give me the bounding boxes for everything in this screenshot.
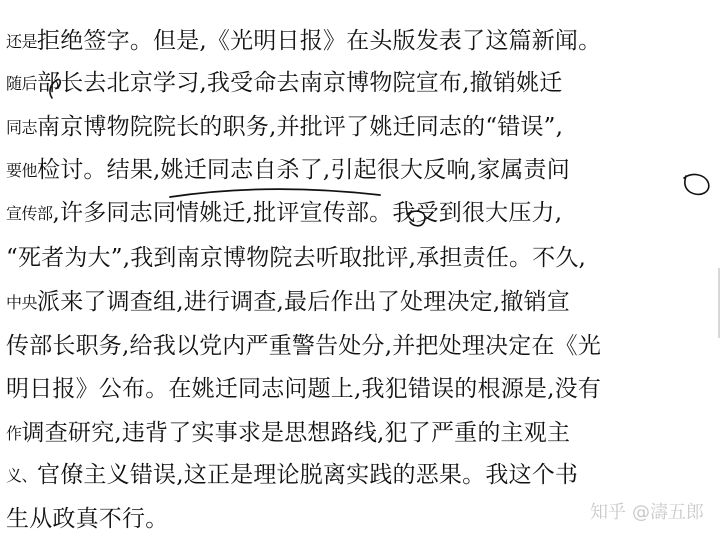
line-2-prefix: 随后 <box>6 74 38 93</box>
line-7-prefix: 中央 <box>6 293 38 312</box>
line-2-text: 部长去北京学习,我受命去南京博物院宣布,撤销姚迁 <box>37 70 563 96</box>
line-5-text: ,许多同志同情姚迁,批评宣传部。我受到很大压力, <box>52 200 563 226</box>
line-6-text: “死者为大”,我到南京博物院去听取批评,承担责任。不久, <box>6 245 587 271</box>
text-line-8 <box>6 331 601 362</box>
text-line-5 <box>6 198 562 229</box>
line-12-text: 生从政真不行。 <box>6 506 169 532</box>
text-line-10 <box>6 418 570 449</box>
text-line-7 <box>6 287 570 318</box>
line-11-text: 官僚主义错误,这正是理论脱离实践的恶果。我这个书 <box>37 462 579 488</box>
line-5-prefix: 宣传部 <box>6 204 53 223</box>
underline-stroke <box>170 189 380 197</box>
line-10-prefix: 作 <box>6 424 22 443</box>
text-line-2 <box>6 68 562 99</box>
text-line-1 <box>6 26 601 57</box>
line-7-text: 派来了调查组,进行调查,最后作出了处理决定,撤销宣 <box>37 289 570 315</box>
watermark <box>590 498 704 524</box>
line-3-text: 南京博物院院长的职务,并批评了姚迁同志的“错误”, <box>37 114 564 140</box>
line-4-prefix: 要他 <box>6 161 38 180</box>
text-line-11 <box>6 460 578 491</box>
text-line-9 <box>6 374 601 405</box>
text-line-12 <box>6 504 168 535</box>
line-10-text: 调查研究,违背了实事求是思想路线,犯了严重的主观主 <box>21 420 571 446</box>
watermark-brand: 知乎 <box>590 502 626 523</box>
line-3-prefix: 同志 <box>6 118 38 137</box>
line-1-text: 拒绝签字。但是,《光明日报》在头版发表了这篇新闻。 <box>37 28 602 54</box>
text-line-3 <box>6 112 563 143</box>
text-line-4 <box>6 155 570 186</box>
line-1-prefix: 还是 <box>6 32 38 51</box>
line-4-text: 检讨。结果,姚迁同志自杀了,引起很大反响,家属责问 <box>37 157 570 183</box>
margin-loop-mark <box>684 175 709 195</box>
line-11-prefix: 义、 <box>6 466 38 485</box>
text-line-6 <box>6 243 586 274</box>
line-8-text: 传部长职务,给我以党内严重警告处分,并把处理决定在《光 <box>6 333 602 359</box>
watermark-author: @濤五郎 <box>632 502 704 523</box>
line-9-text: 明日报》公布。在姚迁同志问题上,我犯错误的根源是,没有 <box>6 376 602 402</box>
